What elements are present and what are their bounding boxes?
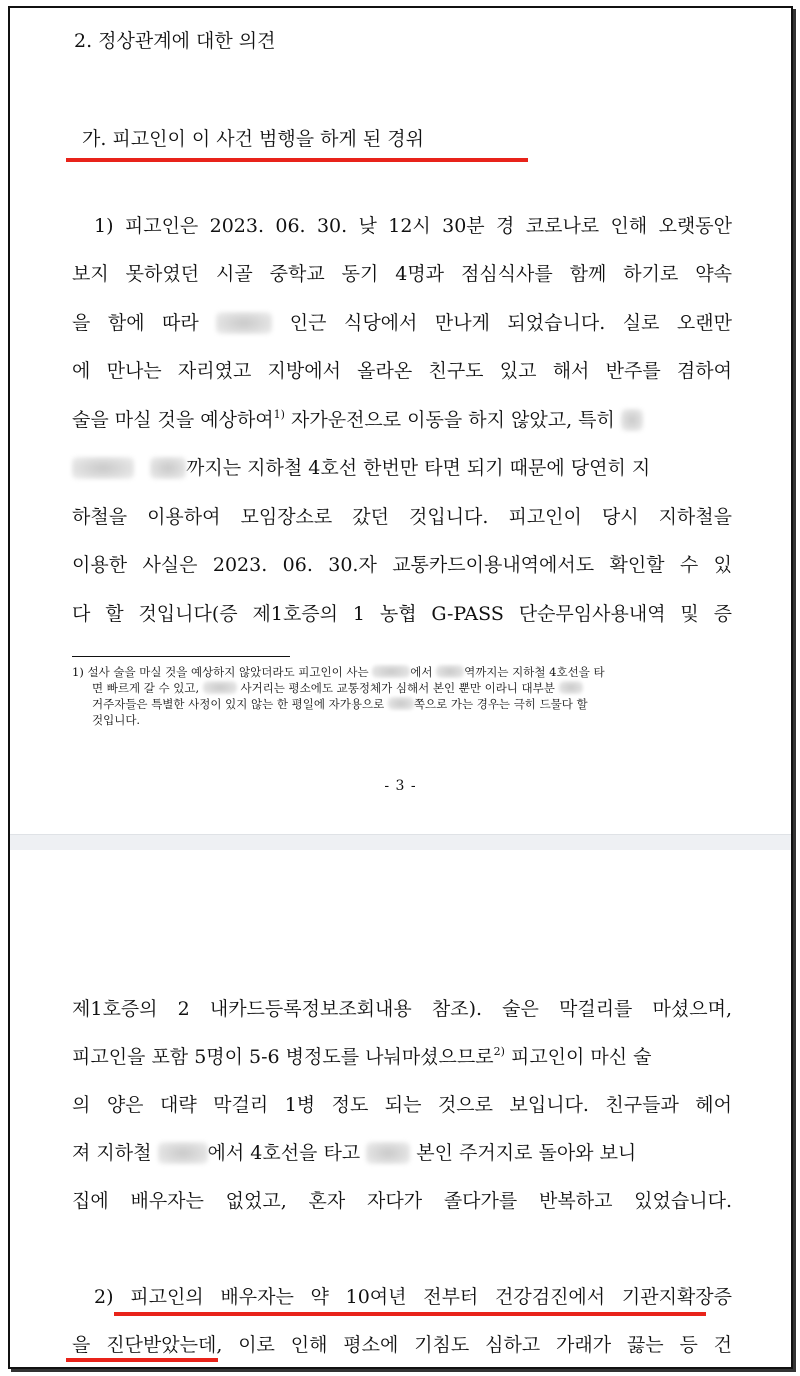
- paragraph-line: [72, 407, 712, 433]
- paragraph-line: 의 양은 대략 막걸리 1병 정도 되는 것으로 보입니다. 친구들과 헤어: [72, 1094, 732, 1116]
- footnote-text: 거주자들은 특별한 사정이 있지 않는 한 평일에 자가용으로: [92, 697, 385, 711]
- paragraph-line: 보지 못하였던 시골 중학교 동기 4명과 점심식사를 함께 하기로 약속: [72, 263, 732, 285]
- redacted-block: [72, 457, 134, 479]
- paragraph-line: 하철을 이용하여 모임장소로 갔던 것입니다. 피고인이 당시 지하철을: [72, 506, 732, 528]
- footnote-text: 면 빠르게 갈 수 있고,: [92, 681, 200, 695]
- footnote-ref[interactable]: 2): [493, 1045, 505, 1058]
- red-underline-highlight: [66, 1358, 218, 1362]
- redacted-block: [203, 681, 237, 694]
- paragraph-line: 2) 피고인의 배우자는 약 10여년 전부터 건강검진에서 기관지확장증: [94, 1286, 732, 1308]
- paragraph-line: 다 할 것입니다(증 제1호증의 1 농협 G-PASS 단순무임사용내역 및 증: [72, 603, 732, 625]
- document-page-4: [10, 850, 791, 1367]
- redacted-block: [366, 1142, 410, 1164]
- document-viewer[interactable]: [8, 6, 793, 1369]
- paragraph-text: 피고인이 마신 술: [504, 1046, 652, 1068]
- footnote-ref[interactable]: 1): [273, 408, 285, 421]
- footnote-text: 사거리는 평소에도 교통정체가 심해서 본인 뿐만 이라니 대부분: [240, 681, 555, 695]
- redacted-block: [158, 1142, 208, 1164]
- paragraph-text: 자가운전으로 이동을 하지 않았고, 특히: [284, 409, 615, 431]
- redacted-block: [216, 312, 272, 334]
- footnote-line: [72, 664, 605, 680]
- footnote-text: 역까지는 지하철 4호선을 타: [464, 665, 605, 679]
- section-heading: 2. 정상관계에 대한 의견: [74, 30, 276, 52]
- paragraph-line: [72, 1140, 732, 1166]
- footnote-divider: [72, 656, 290, 657]
- paragraph-line: 제1호증의 2 내카드등록정보조회내용 참조). 술은 막걸리를 마셨으며,: [72, 998, 732, 1020]
- paragraph-line: 이용한 사실은 2023. 06. 30.자 교통카드이용내역에서도 확인할 수 있: [72, 554, 732, 576]
- paragraph-text: 본인 주거지로 돌아와 보니: [416, 1142, 637, 1164]
- paragraph-line: 에 만나는 자리였고 지방에서 올라온 친구도 있고 해서 반주를 겸하여: [72, 360, 732, 382]
- paragraph-line: [72, 310, 732, 336]
- footnote-text: 에서: [410, 665, 433, 679]
- document-page-3: [10, 8, 791, 834]
- paragraph-text: 까지는 지하철 4호선 한번만 타면 되기 때문에 당연히 지: [186, 457, 651, 479]
- redacted-block: [559, 681, 583, 694]
- footnote-line: [92, 696, 705, 712]
- redacted-block: [388, 697, 414, 710]
- paragraph-line: [72, 455, 732, 481]
- subheading: 가. 피고인이 이 사건 범행을 하게 된 경위: [82, 128, 424, 150]
- paragraph-text: 술을 마실 것을 예상하여: [72, 409, 274, 431]
- paragraph-line: 을 진단받았는데, 이로 인해 평소에 기침도 심하고 가래가 끓는 등 건: [72, 1334, 732, 1356]
- footnote-text: 1) 설사 술을 마실 것을 예상하지 않았더라도 피고인이 사는: [72, 665, 369, 679]
- footnote-line: [92, 680, 705, 696]
- red-underline-highlight: [114, 1312, 706, 1316]
- paragraph-line: 1) 피고인은 2023. 06. 30. 낮 12시 30분 경 코로나로 인해 오랫동안: [94, 215, 732, 237]
- redacted-block: [150, 457, 186, 479]
- paragraph-line: 집에 배우자는 없었고, 혼자 자다가 졸다가를 반복하고 있었습니다.: [72, 1190, 732, 1212]
- page-number: - 3 -: [384, 778, 417, 794]
- redacted-block: [372, 665, 410, 678]
- paragraph-line: [72, 1044, 732, 1070]
- redacted-block: [621, 409, 643, 431]
- footnote-line: 것입니다.: [92, 713, 141, 727]
- paragraph-text: 에서 4호선을 타고: [207, 1142, 361, 1164]
- paragraph-text: 인근 식당에서 만나게 되었습니다. 실로 오랜만: [289, 312, 732, 334]
- redacted-block: [436, 665, 464, 678]
- paragraph-text: 져 지하철: [72, 1142, 152, 1164]
- footnote-text: 쪽으로 가는 경우는 극히 드물다 할: [413, 697, 588, 711]
- red-underline-subheading: [66, 158, 528, 162]
- paragraph-text: 을 함에 따라: [72, 312, 199, 334]
- paragraph-text: 피고인을 포함 5명이 5-6 병정도를 나눠마셨으므로: [72, 1046, 494, 1068]
